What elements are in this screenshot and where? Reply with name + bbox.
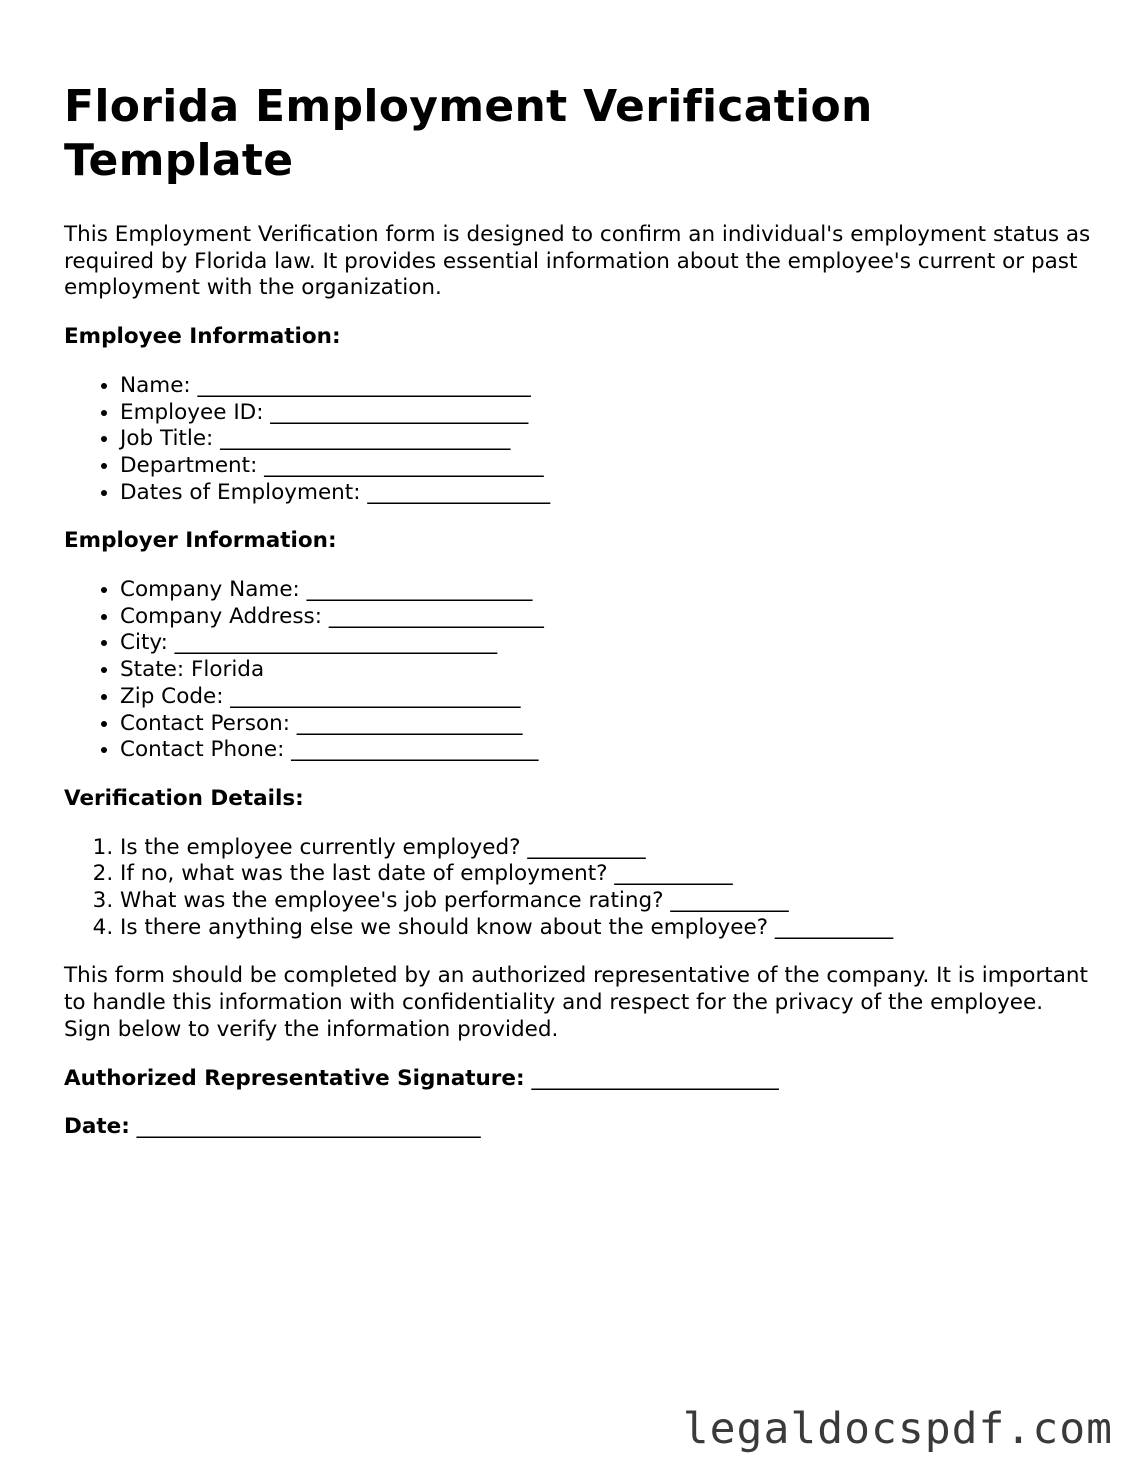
closing-paragraph: This form should be completed by an authorized representative of the company. It is important to handle this information with confidentiality and respect for the privacy of the employee. Sign below to verify the information provided. <box>64 963 1088 1042</box>
job-title-field: • Job Title: ___________________________ <box>120 426 1094 453</box>
employee-information-heading: Employee Information: <box>64 324 341 350</box>
signature-label: Authorized Representative Signature: <box>64 1065 525 1091</box>
employee-name-field: • Name: _______________________________ <box>120 373 1094 400</box>
department-field: • Department: __________________________ <box>120 453 1094 480</box>
signature-line <box>64 1066 1094 1093</box>
employee-information-list <box>64 373 1094 507</box>
company-address-field: • Company Address: ____________________ <box>120 604 1094 631</box>
date-line <box>64 1114 1094 1141</box>
verification-question-2: 2. If no, what was the last date of employment? ___________ <box>120 861 1094 888</box>
state-field: • State: Florida <box>120 657 1094 684</box>
date-label: Date: <box>64 1114 130 1140</box>
employer-information-list <box>64 577 1094 764</box>
employee-id-field: • Employee ID: ________________________ <box>120 400 1094 427</box>
verification-question-3: 3. What was the employee's job performance rating? ___________ <box>120 888 1094 915</box>
signature-blank: _______________________ <box>531 1065 779 1091</box>
document-page <box>64 80 1094 1163</box>
verification-question-1: 1. Is the employee currently employed? ___________ <box>120 835 1094 862</box>
contact-person-field: • Contact Person: _____________________ <box>120 711 1094 738</box>
employer-information-heading: Employer Information: <box>64 528 337 554</box>
company-name-field: • Company Name: _____________________ <box>120 577 1094 604</box>
zip-code-field: • Zip Code: ___________________________ <box>120 684 1094 711</box>
contact-phone-field: • Contact Phone: _______________________ <box>120 737 1094 764</box>
document-title: Florida Employment Verification Template <box>64 81 873 186</box>
verification-details-list <box>64 835 1094 942</box>
dates-of-employment-field: • Dates of Employment: _________________ <box>120 480 1094 507</box>
intro-paragraph: This Employment Verification form is designed to confirm an individual's employment status as required by Florida law. It provides essential information about the employee's current or past employment with the organization. <box>64 222 1091 301</box>
city-field: • City: ______________________________ <box>120 630 1094 657</box>
verification-question-4: 4. Is there anything else we should know about the employee? ___________ <box>120 915 1094 942</box>
verification-details-heading: Verification Details: <box>64 785 304 811</box>
date-blank: ________________________________ <box>136 1114 481 1140</box>
watermark: legaldocspdf.com <box>682 1404 1113 1454</box>
